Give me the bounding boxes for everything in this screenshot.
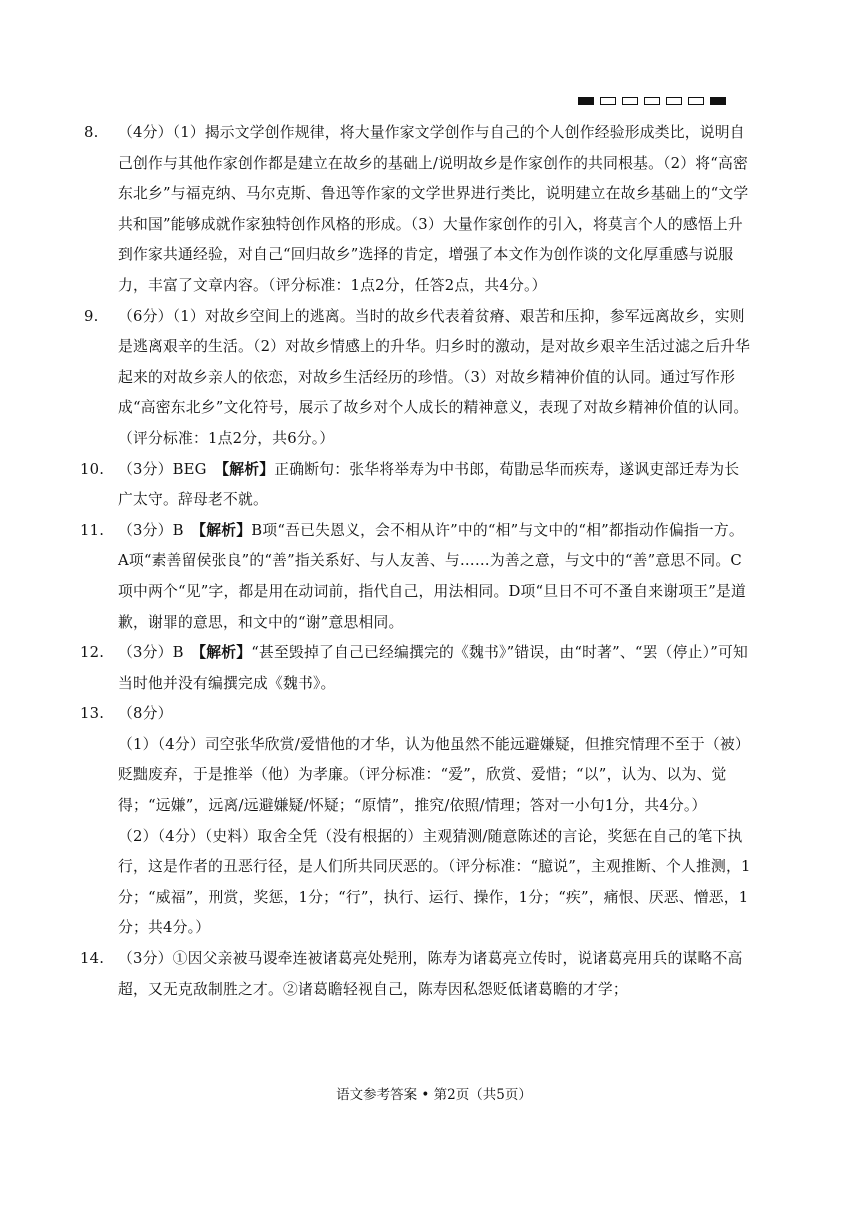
question-text: 正确断句：张华将举寿为中书郎，荀勖忌华而疾寿，遂讽吏部迁寿为长广太守。辞母老不就。	[118, 460, 740, 509]
question-score: （3分）B	[118, 644, 199, 662]
question-number: 10.	[80, 460, 105, 478]
question-number: 8.	[84, 124, 99, 141]
question-text: （6分）（1）对故乡空间上的逃离。当时的故乡代表着贫瘠、艰苦和压抑，参军远离故乡，实则是逃离艰辛的生活。（2）对故乡情感上的升华。归乡时的激动，是对故乡艰辛生活过滤之后升华起来的对故乡亲人的依恋，对故乡生活经历的珍惜。（3）对故乡精神价值的认同。通过写作形成“高密东北乡”文化符号，展示了故乡对个人成长的精神意义，表现了对故乡精神价值的认同。（评分标准：1点2分，共6分。）	[118, 307, 751, 447]
question-11	[80, 516, 754, 638]
header-mark	[688, 97, 704, 105]
question-number: 13.	[80, 705, 105, 723]
analysis-tag: 【解析】	[221, 460, 275, 478]
header-mark	[710, 97, 726, 105]
header-mark	[644, 97, 660, 105]
question-number: 11.	[80, 521, 105, 539]
header-mark	[622, 97, 638, 105]
question-score: （3分）B	[118, 521, 199, 539]
question-text: （3分）①因父亲被马谡牵连被诸葛亮处髡刑，陈寿为诸葛亮立传时，说诸葛亮用兵的谋略不高超，又无克敌制胜之才。②诸葛瞻轻视自己，陈寿因私怨贬低诸葛瞻的才学；	[118, 950, 743, 998]
header-marks	[578, 97, 726, 105]
question-10	[80, 455, 754, 516]
page-footer: 语文参考答案 • 第2页（共5页）	[336, 1087, 532, 1103]
header-mark	[600, 97, 616, 105]
question-number: 14.	[80, 950, 105, 968]
question-text: “甚至毁掉了自己已经编撰完的《魏书》”错误，由“时著”、“罢（停止）”可知当时他并没有编撰完成《魏书》。	[118, 644, 748, 692]
question-text: （4分）（1）揭示文学创作规律，将大量作家文学创作与自己的个人创作经验形成类比，说明自己创作与其他作家创作都是建立在故乡的基础上/说明故乡是作家创作的共同根基。（2）将“高密东北乡”与福克纳、马尔克斯、鲁迅等作家的文学世界进行类比，说明建立在故乡基础上的“文学共和国”能够成就作家独特创作风格的形成。（3）大量作家创作的引入，将莫言个人的感悟上升到作家共通经验，对自己“回归故乡”选择的肯定，增强了本文作为创作谈的文化厚重感与说服力，丰富了文章内容。（评分标准：1点2分，任答2点，共4分。）	[118, 124, 749, 294]
question-12	[80, 638, 754, 699]
answer-content	[80, 118, 754, 1005]
question-text: B项“吾已失恩义，会不相从许”中的“相”与文中的“相”都指动作偏指一方。A项“素善留侯张良”的“善”指关系好、与人友善、与……为善之意，与文中的“善”意思不同。C项中两个“见”字，都是用在动词前，指代自己，用法相同。D项“旦日不可不蚤自来谢项王”是道歉，谢罪的意思，和文中的“谢”意思相同。	[118, 521, 747, 631]
analysis-tag: 【解析】	[198, 521, 252, 539]
question-number: 9.	[84, 307, 99, 325]
question-13-part-1: （1）（4分）司空张华欣赏/爱惜他的才华，认为他虽然不能远避嫌疑，但推究情理不至于（被）贬黜废弃，于是推举（他）为孝廉。（评分标准：“爱”，欣赏、爱惜；“以”，认为、以为、觉得；“远嫌”，远离/远避嫌疑/怀疑；“原情”，推究/依照/情理；答对一小句1分，共4分。）	[118, 735, 750, 815]
question-8	[84, 118, 754, 302]
question-score: （3分）BEG	[118, 460, 222, 478]
question-text: （8分）	[118, 705, 173, 723]
header-mark	[578, 97, 594, 105]
question-number: 12.	[80, 644, 105, 662]
analysis-tag: 【解析】	[198, 644, 252, 662]
question-9	[84, 302, 754, 455]
question-14	[80, 944, 754, 1005]
question-13	[80, 699, 754, 944]
header-mark	[666, 97, 682, 105]
question-13-part-2: （2）（4分）（史料）取舍全凭（没有根据的）主观猜测/随意陈述的言论，奖惩在自己的笔下执行，这是作者的丑恶行径，是人们所共同厌恶的。（评分标准：“臆说”，主观推断、个人推测，1分；“威福”，刑赏，奖惩，1分；“行”，执行、运行、操作，1分；“疾”，痛恨、厌恶、憎恶，1分；共4分。）	[118, 827, 751, 937]
